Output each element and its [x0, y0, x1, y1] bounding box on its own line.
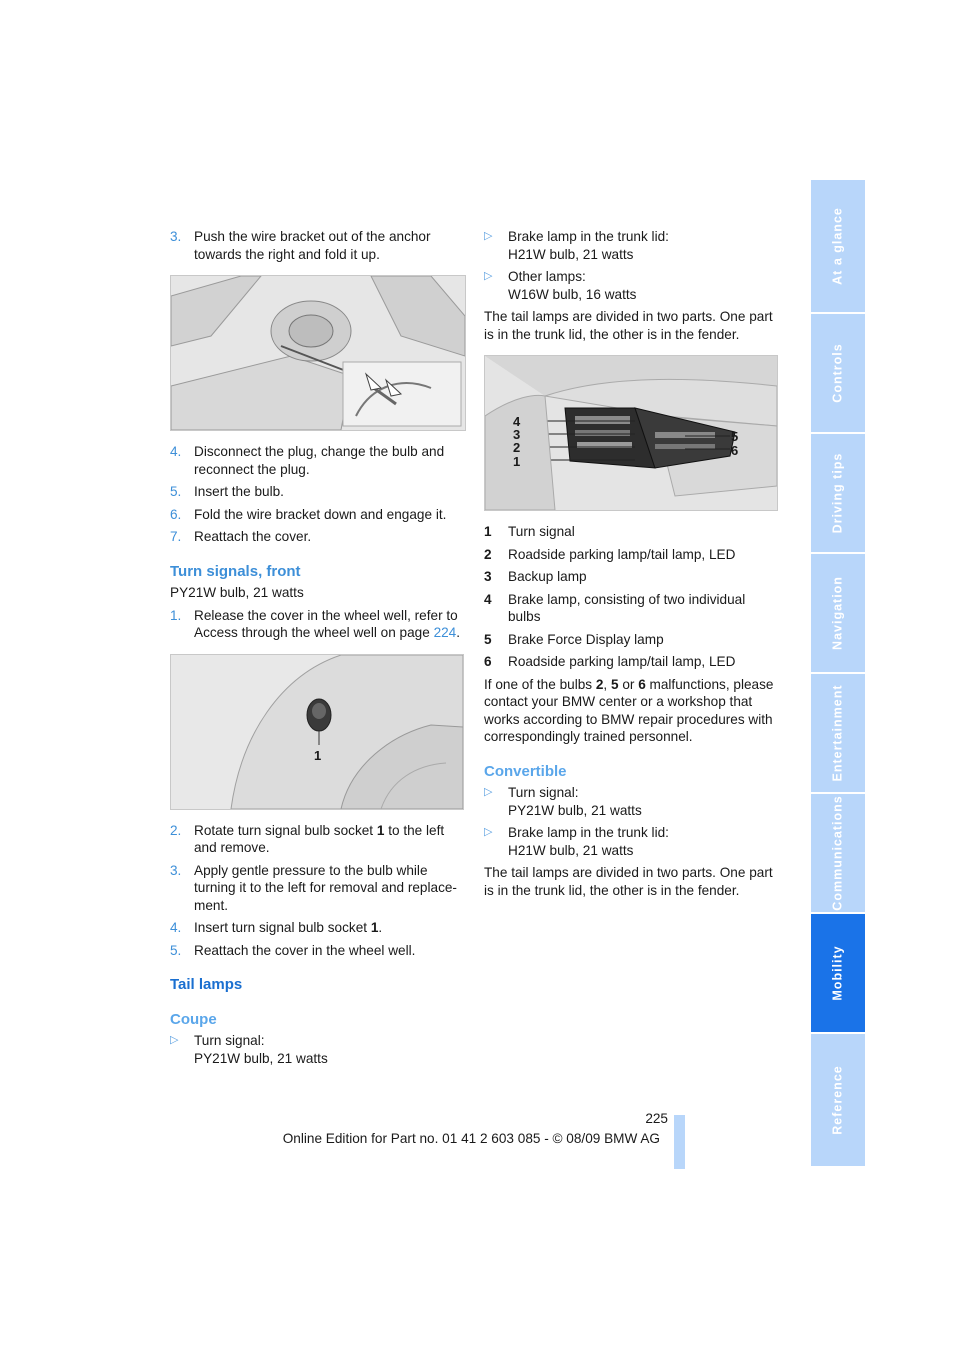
tab-entertainment[interactable]: Entertainment [811, 674, 865, 792]
step-4 [170, 443, 466, 478]
legend-item-6 [484, 653, 780, 671]
footer-bar [674, 1115, 685, 1169]
step-number: 7. [170, 529, 182, 544]
bullet-title: Turn signal: [194, 1033, 265, 1048]
bullet-arrow-icon: ▷ [170, 1034, 179, 1046]
step-text: Release the cover in the wheel well, refer to Access through the wheel well on page 224. [194, 607, 461, 640]
step-3 [170, 228, 466, 263]
convertible-heading: Convertible [484, 762, 567, 780]
left-column [170, 228, 466, 1072]
coupe-heading: Coupe [170, 1010, 217, 1028]
legend-text: Brake Force Display lamp [508, 631, 664, 647]
step-number: 2. [170, 822, 182, 838]
page-link[interactable]: 224 [433, 625, 457, 640]
step-5b [170, 942, 466, 960]
figure-label-1: 1 [513, 454, 521, 469]
tab-mobility[interactable]: Mobility [811, 914, 865, 1032]
figure-label-3: 3 [513, 427, 521, 442]
step-number: 4. [170, 444, 182, 459]
legend-number: 3 [484, 569, 492, 584]
step-text: Disconnect the plug, change the bulb and reconnect the plug. [194, 444, 445, 477]
step-text: Push the wire bracket out of the anchor towards the right and fold it up. [194, 229, 431, 262]
figure-turn-signal-socket [170, 654, 464, 810]
tab-reference[interactable]: Reference [811, 1034, 865, 1166]
legend-number: 2 [484, 546, 492, 562]
step-text: Rotate turn signal bulb socket 1 to the left and remove. [194, 822, 445, 855]
tab-driving-tips[interactable]: Driving tips [811, 434, 865, 552]
wire-bracket-illustration [171, 276, 465, 430]
figure-wire-bracket [170, 275, 466, 431]
legend-item-3 [484, 568, 780, 586]
step-text: Apply gentle pressure to the bulb while turning it to the left for removal and replace-ment. [194, 862, 457, 913]
legend-number: 6 [484, 654, 492, 669]
legend-number: 1 [484, 524, 492, 539]
bullet-title: Turn signal: [508, 785, 579, 800]
turn-signal-illustration [171, 655, 463, 809]
right-column [484, 228, 780, 904]
bullet-title: Brake lamp in the trunk lid: [508, 825, 669, 840]
step-text: Fold the wire bracket down and engage it. [194, 506, 447, 522]
step-5 [170, 483, 466, 501]
tab-navigation[interactable]: Navigation [811, 554, 865, 672]
footer-text: Online Edition for Part no. 01 41 2 603 085 - © 08/09 BMW AG [282, 1131, 660, 1146]
bullet-detail: PY21W bulb, 21 watts [508, 802, 642, 818]
page-number: 225 [645, 1111, 668, 1126]
step-7 [170, 528, 466, 546]
bullet-title: Other lamps: [508, 269, 586, 284]
legend-item-1 [484, 523, 780, 541]
legend-item-2 [484, 546, 780, 564]
coupe-bullet [170, 1032, 466, 1067]
step-6 [170, 506, 466, 524]
bullet-detail: PY21W bulb, 21 watts [194, 1050, 328, 1066]
bullet-arrow-icon: ▷ [484, 270, 493, 282]
tail-lamps-heading: Tail lamps [170, 976, 243, 993]
legend-number: 4 [484, 591, 492, 607]
step-number: 3. [170, 229, 182, 244]
figure-label-2: 2 [513, 440, 521, 455]
step-2 [170, 822, 466, 857]
legend-number: 5 [484, 631, 492, 647]
step-4b [170, 919, 466, 937]
section-tabs [811, 180, 865, 1168]
convertible-bullet-turn-signal [484, 784, 780, 819]
step-number: 5. [170, 484, 182, 499]
legend-text: Backup lamp [508, 569, 587, 584]
tail-lamps-paragraph: The tail lamps are divided in two parts. One part is in the trunk lid, the other is in the fender. [484, 309, 773, 342]
step-text: Reattach the cover in the wheel well. [194, 942, 416, 958]
bullet-detail: H21W bulb, 21 watts [508, 246, 634, 262]
figure-tail-lamp [484, 355, 778, 511]
convertible-bullet-brake-lamp [484, 824, 780, 859]
tab-controls[interactable]: Controls [811, 314, 865, 432]
bullet-detail: W16W bulb, 16 watts [508, 286, 637, 302]
step-number: 5. [170, 942, 182, 958]
tab-communications[interactable]: Communications [811, 794, 865, 912]
convertible-paragraph: The tail lamps are divided in two parts. One part is in the trunk lid, the other is in the fender. [484, 865, 773, 898]
legend-item-5 [484, 631, 780, 649]
step-text: Insert turn signal bulb socket 1. [194, 920, 383, 935]
malfunction-paragraph: If one of the bulbs 2, 5 or 6 malfunctions, please contact your BMW center or a workshop that works according to BMW repair procedures with correspondingly trained personnel. [484, 676, 774, 744]
step-number: 4. [170, 920, 182, 935]
figure-label-4: 4 [513, 414, 521, 429]
step-text: Reattach the cover. [194, 529, 312, 544]
figure-label-6: 6 [731, 443, 739, 458]
tab-at-a-glance[interactable]: At a glance [811, 180, 865, 312]
turn-signals-bulb: PY21W bulb, 21 watts [170, 585, 304, 600]
step-1 [170, 607, 466, 642]
legend-text: Turn signal [508, 524, 575, 539]
bullet-title: Brake lamp in the trunk lid: [508, 229, 669, 244]
figure-label: 1 [314, 747, 322, 763]
bullet-arrow-icon: ▷ [484, 230, 493, 242]
bullet-brake-lamp [484, 228, 780, 263]
bullet-arrow-icon: ▷ [484, 826, 493, 838]
step-number: 1. [170, 607, 182, 623]
figure-label-5: 5 [731, 429, 739, 444]
bullet-arrow-icon: ▷ [484, 786, 493, 798]
legend-text: Roadside parking lamp/tail lamp, LED [508, 654, 736, 669]
bullet-other-lamps [484, 268, 780, 303]
turn-signals-heading: Turn signals, front [170, 562, 301, 580]
step-text: Insert the bulb. [194, 484, 284, 499]
legend-item-4 [484, 591, 780, 626]
step-number: 3. [170, 862, 182, 878]
step-3b [170, 862, 466, 915]
bullet-detail: H21W bulb, 21 watts [508, 842, 634, 858]
legend-text: Roadside parking lamp/tail lamp, LED [508, 546, 736, 562]
step-number: 6. [170, 506, 182, 522]
legend-text: Brake lamp, consisting of two individual bulbs [508, 591, 746, 624]
